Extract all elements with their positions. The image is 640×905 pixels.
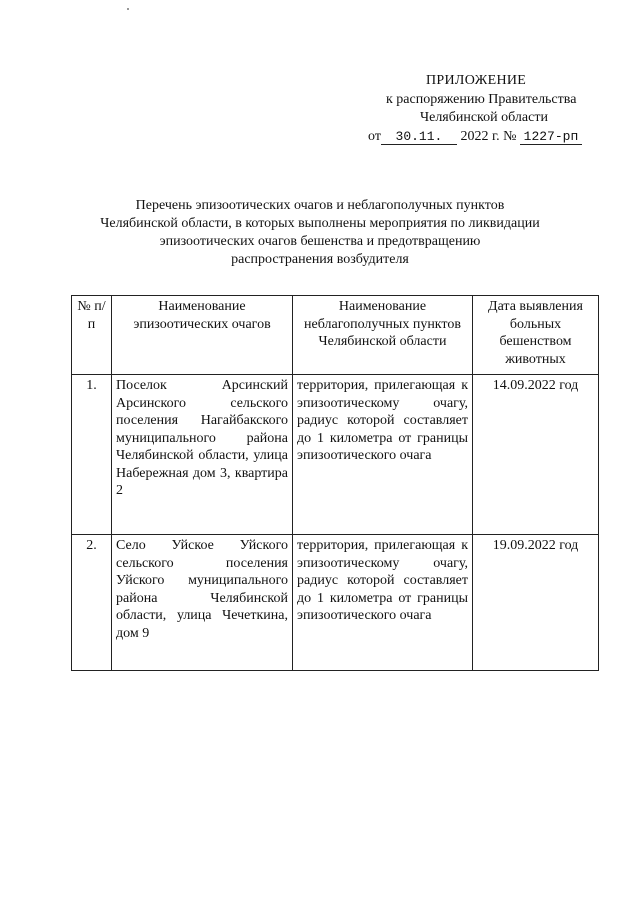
header-foci-name: Наименование эпизоотических очагов — [112, 296, 293, 375]
table-row — [72, 535, 599, 671]
row-focus-name: Село Уйское Уйского сельского поселения Уйского муниципального района Челябинской области, улица Чечеткина, дом 9 — [112, 535, 293, 671]
heading-line: эпизоотических очагов бешенства и предотвращению — [159, 234, 481, 249]
appendix-date-number-line — [368, 128, 582, 145]
order-number-field: 1227-рп — [520, 130, 582, 145]
appendix-region-line: Челябинской области — [420, 110, 548, 125]
heading-line: распространения возбудителя — [231, 252, 409, 267]
table-header-row — [72, 296, 599, 375]
appendix-title: ПРИЛОЖЕНИЕ — [426, 73, 527, 88]
row-focus-name: Поселок Арсинский Арсинского сельского поселения Нагайбакского муниципального района Челябинской области, улица Набережная дом 3, квартира 2 — [112, 375, 293, 535]
row-number: 1. — [72, 375, 112, 535]
header-number: № п/п — [72, 296, 112, 375]
header-points-name: Наименование неблагополучных пунктов Челябинской области — [293, 296, 473, 375]
row-number: 2. — [72, 535, 112, 671]
foci-table — [71, 295, 599, 671]
appendix-order-line: к распоряжению Правительства — [386, 92, 577, 107]
from-label: от — [368, 129, 381, 144]
row-point-name: территория, прилегающая к эпизоотическому очагу, радиус которой составляет до 1 километра от границы эпизоотического очага — [293, 375, 473, 535]
year-number-label: 2022 г. № — [460, 129, 517, 144]
row-detection-date: 14.09.2022 год — [473, 375, 599, 535]
scan-speck — [127, 8, 129, 10]
order-date-field: 30.11. — [381, 130, 457, 145]
document-heading — [100, 197, 540, 269]
header-detection-date: Дата выявления больных бешенством животных — [473, 296, 599, 375]
table-row — [72, 375, 599, 535]
heading-line: Перечень эпизоотических очагов и неблагополучных пунктов — [135, 198, 505, 213]
heading-line: Челябинской области, в которых выполнены мероприятия по ликвидации — [100, 216, 540, 231]
row-point-name: территория, прилегающая к эпизоотическому очагу, радиус которой составляет до 1 километра от границы эпизоотического очага — [293, 535, 473, 671]
row-detection-date: 19.09.2022 год — [473, 535, 599, 671]
